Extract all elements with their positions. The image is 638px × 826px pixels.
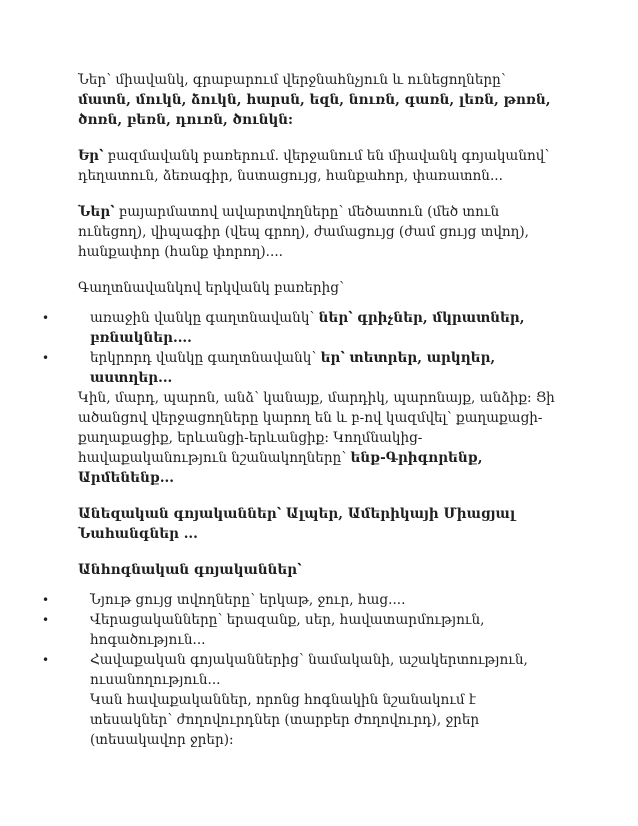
bullet-icon: • [42,653,50,667]
list-item [42,308,558,348]
list-item-text: առաջին վանկը գաղտնավանկ՝ [90,310,319,326]
hidden-syllable-list [42,308,558,388]
paragraph-text: Ներ՝ միավանկ, գրաբարում վերջնահնչյուն և ունեցողները՝ [78,72,506,88]
list-item-bold-examples: ներ՝ գրիչներ, մկրատներ, բռնակներ.... [90,310,525,346]
paragraph-text: բայարմատով ավարտվողները՝ մեծատուն (մեծ տուն ունեցող), վիպագիր (վեպ գրող), ժամացույց (ժամ ցույց տվող), հանքափոր (հանք փորող).... [78,204,529,260]
list-item-text: Նյութ ցույց տվողները՝ երկաթ, ջուր, հաց.... [90,592,406,608]
bullet-icon: • [42,351,50,365]
paragraph-hidden-syllable-intro: Գաղտնավանկով երկվանկ բառերից՝ [78,280,344,296]
heading-no-plural-nouns: Անհոգնական գոյականներ՝ [78,562,302,578]
list-item [42,590,558,610]
paragraph-text: բազմավանկ բառերում. վերջանում են միավանկ գոյականով՝ դեղատուն, ձեռագիր, նստացույց, հանքահոր, փառատոն... [78,148,550,184]
list-item-text: Հավաքական գոյականներից՝ նամականի, աշակերտություն, ուսանողություն... [90,652,528,688]
heading-no-singular-nouns: Անեզական գոյականներ՝ Ալպեր, Ամերիկայի Միացյալ Նահանգներ ... [78,506,516,542]
list-item-bold-examples: եր՝ տետրեր, արկղեր, աստղեր... [90,350,496,386]
bullet-icon: • [42,613,50,627]
paragraph-ner-monosyllabic [78,70,558,130]
paragraph-collective-plural-note: Կան հավաքականներ, որոնց հոգնակին նշանակում է տեսակներ՝ ժողովուրդներ (տարբեր ժողովուրդ), ջրեր (տեսակավոր ջրեր): [90,692,480,748]
paragraph-irregular-plurals [78,388,558,488]
paragraph-bold-examples: մատն, մուկն, ձուկն, հարսն, եզն, նուռն, գառն, լեռն, թոռն, ծոռն, բեռն, դուռն, ծունկն: [78,92,551,128]
list-item [42,650,558,690]
paragraph-bold-examples: ենք-Գրիգորենք, Արմենենք... [78,450,483,486]
paragraph-text: Կին, մարդ, պարոն, անձ՝ կանայք, մարդիկ, պարոնայք, անձիք: Ցի ածանցով վերջացողները կարող են և բ-ով կազմվել՝ քաղաքացի- քաղաքացիք, երևանցի-երևանցիք: Կողմնակից-հավաքականություն նշանակողները՝ [78,390,555,466]
paragraph-ner-verb-root [78,202,558,262]
list-item-text: Վերացականները՝ երազանք, սեր, հավատարմություն, հոգածություն... [90,612,485,648]
paragraph-bold-suffix: Ներ՝ [78,204,115,220]
list-item-text: երկրորդ վանկը գաղտնավանկ՝ [90,350,321,366]
paragraph-bold-suffix: Եր՝ [78,148,104,164]
bullet-icon: • [42,311,50,325]
paragraph-er-polysyllabic [78,146,558,186]
no-plural-list [42,590,558,690]
list-item [42,610,558,650]
bullet-icon: • [42,593,50,607]
list-item [42,348,558,388]
